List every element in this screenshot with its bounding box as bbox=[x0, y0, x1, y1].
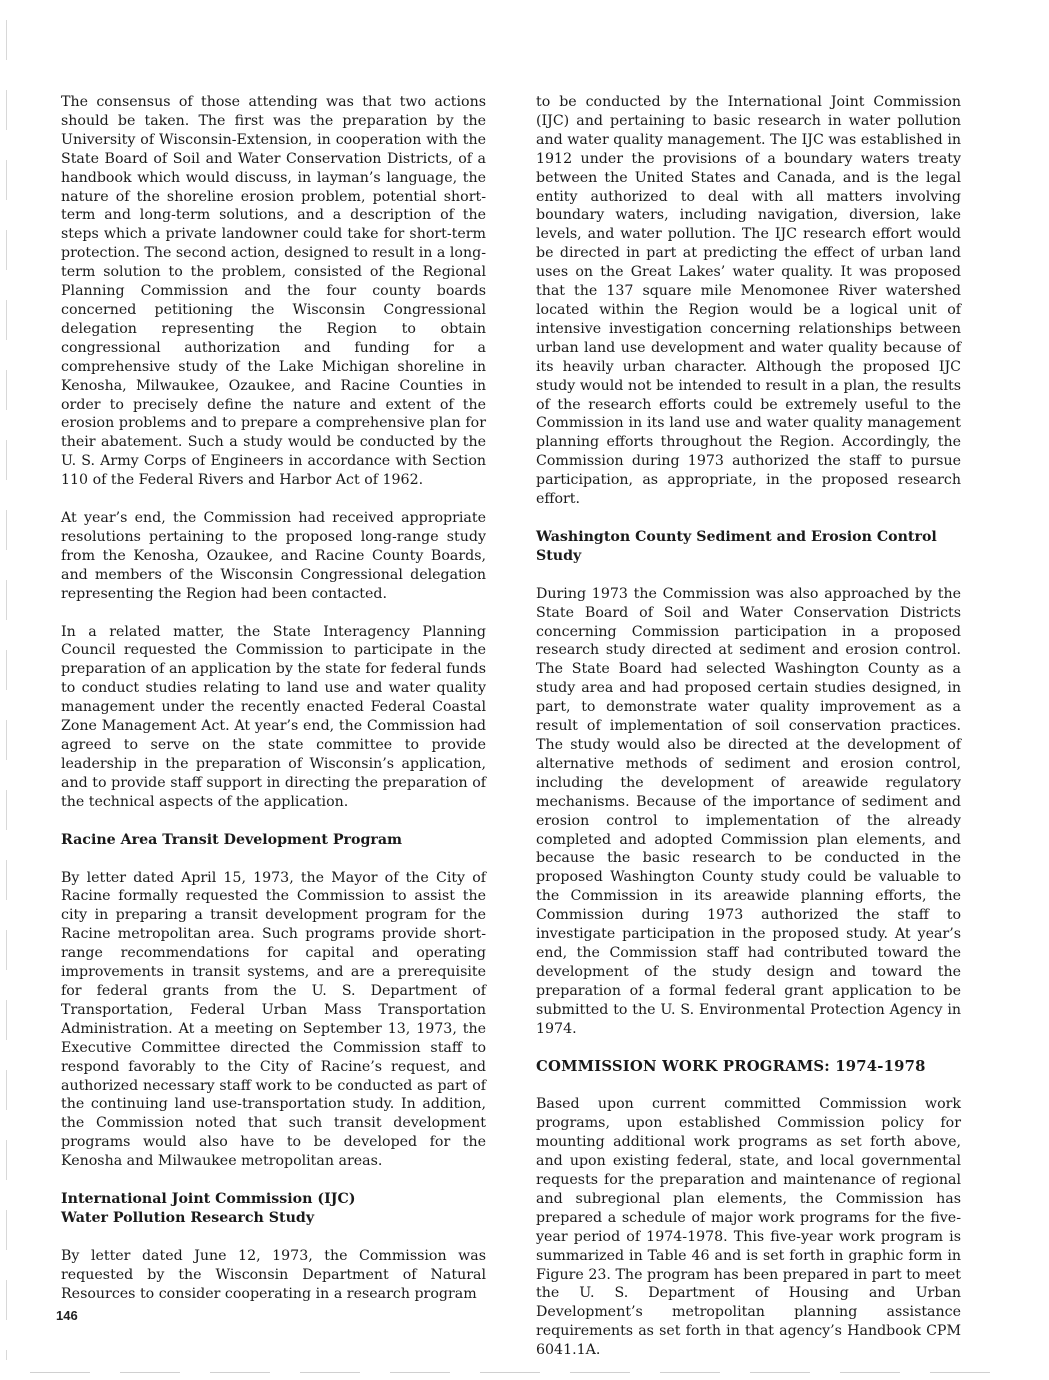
left-column bbox=[61, 93, 486, 1323]
heading-ijc-line-1: International Joint Commission (IJC) bbox=[61, 1191, 356, 1208]
paragraph-coastal-zone: In a related matter, the State Interagency Planning Council requested the Commission to participate in the preparation of an application by the state for federal funds to conduct studies relating to land use and water quality management under the recently enacted Federal Coastal Zone Management Act. At year’s end, the Commission had agreed to serve on the state committee to provide leadership in the preparation of Wisconsin’s application, and to provide staff support in directing the preparation of the technical aspects of the application. bbox=[61, 623, 486, 810]
heading-washington-county: Washington County Sediment and Erosion Control Study bbox=[536, 528, 937, 564]
paragraph-resolutions: At year’s end, the Commission had received appropriate resolutions pertaining to the proposed long-range study from the Kenosha, Ozaukee, and Racine County Boards, and members of the Wisconsin Congressional delegation representing the Region had been contacted. bbox=[61, 510, 486, 602]
heading-racine-transit: Racine Area Transit Development Program bbox=[61, 831, 403, 848]
paragraph-ijc-continued: to be conducted by the International Joint Commission (IJC) and pertaining to basic research in water pollution and water quality management. The IJC was established in 1912 under the provisions of a boundary waters treaty between the United States and Canada, and is the legal entity authorized to deal with all matters involving boundary waters, including navigation, diversion, lake levels, and water pollution. The IJC research effort would be directed in part at predicting the effect of urban land uses on the Great Lakes’ water quality. It was proposed that the 137 square mile Menomonee River watershed located within the Region would be a logical unit of intensive investigation concerning relationships between urban land use development and water quality because of its heavily urban character. Although the proposed IJC study would not be intended to result in a plan, the results of the research efforts could be extremely useful to the Commission in its land use and water quality management planning efforts throughout the Region. Accordingly, the Commission during 1973 authorized the staff to pursue participation, as appropriate, in the proposed research effort. bbox=[536, 94, 961, 508]
paragraph-racine-transit: By letter dated April 15, 1973, the Mayor of the City of Racine formally requested the Commission to assist the city in preparing a transit development program for the Racine metropolitan area. Such programs provide short-range recommendations for capital and operating improvements in transit systems, and are a prerequisite for federal grants from the U. S. Department of Transportation, Federal Urban Mass Transportation Administration. At a meeting on September 13, 1973, the Executive Committee directed the Commission staff to respond favorably to the City of Racine’s request, and authorized necessary staff work to be conducted as part of the continuing land use-transportation study. In addition, the Commission noted that such transit development programs would also have to be developed for the Kenosha and Milwaukee metropolitan areas. bbox=[61, 869, 486, 1170]
paragraph-ijc-letter: By letter dated June 12, 1973, the Commission was requested by the Wisconsin Department of Natural Resources to consider cooperating in a research program bbox=[61, 1247, 486, 1302]
right-column bbox=[536, 93, 961, 1379]
scan-bottom-line bbox=[30, 1372, 1020, 1373]
paragraph-work-programs: Based upon current committed Commission work programs, upon established Commission policy for mounting additional work programs as set forth above, and upon existing federal, state, and local governmental requests for the preparation and maintenance of regional and subregional plan elements, the Commission has prepared a schedule of major work programs for the five-year period of 1974-1978. This five-year work program is summarized in Table 46 and is set forth in graphic form in Figure 23. The program has been prepared in part to meet the U. S. Department of Housing and Urban Development’s metropolitan planning assistance requirements as set forth in that agency’s Handbook CPM 6041.1A. bbox=[536, 1096, 961, 1359]
heading-work-programs: COMMISSION WORK PROGRAMS: 1974-1978 bbox=[536, 1057, 926, 1075]
paragraph-consensus: The consensus of those attending was that two actions should be taken. The first was the preparation by the University of Wisconsin-Extension, in cooperation with the State Board of Soil and Water Conservation Districts, of a handbook which would discuss, in layman’s language, the nature of the shoreline erosion problem, potential short-term and long-term solutions, and a description of the steps which a private landowner could take for short-term protection. The second action, designed to result in a long-term solution to the problem, consisted of the Regional Planning Commission and the four county boards concerned petitioning the Wisconsin Congressional delegation representing the Region to obtain congressional authorization and funding for a comprehensive study of the Lake Michigan shoreline in Kenosha, Milwaukee, Ozaukee, and Racine Counties in order to precisely define the nature and extent of the erosion problems and to prepare a comprehensive plan for their abatement. Such a study would be conducted by the U. S. Army Corps of Engineers in accordance with Section 110 of the Federal Rivers and Harbor Act of 1962. bbox=[61, 94, 486, 489]
paragraph-washington-county: During 1973 the Commission was also approached by the State Board of Soil and Water Conservation Districts concerning Commission participation in a proposed research study directed at sediment and erosion control. The State Board had selected Washington County as a study area and had proposed certain studies designed, in part, to demonstrate water quality improvement as a result of implementation of soil conservation practices. The study would also be directed at the development of alternative methods of sediment and erosion control, including the development of areawide regulatory mechanisms. Because of the importance of sediment and erosion control to implementation of the already completed and adopted Commission plan elements, and because the basic research to be conducted in the proposed Washington County study could be valuable to the Commission in its areawide planning efforts, the Commission during 1973 authorized the staff to investigate participation in the proposed study. At year’s end, the Commission staff had contributed toward the development of the study design and toward the preparation of a formal federal grant application to be submitted to the U. S. Environmental Protection Agency in 1974. bbox=[536, 585, 961, 1037]
page-number: 146 bbox=[56, 1308, 78, 1323]
scan-edge-line bbox=[6, 20, 7, 1360]
heading-ijc-line-2: Water Pollution Research Study bbox=[61, 1209, 315, 1226]
heading-ijc-study bbox=[61, 1190, 486, 1228]
